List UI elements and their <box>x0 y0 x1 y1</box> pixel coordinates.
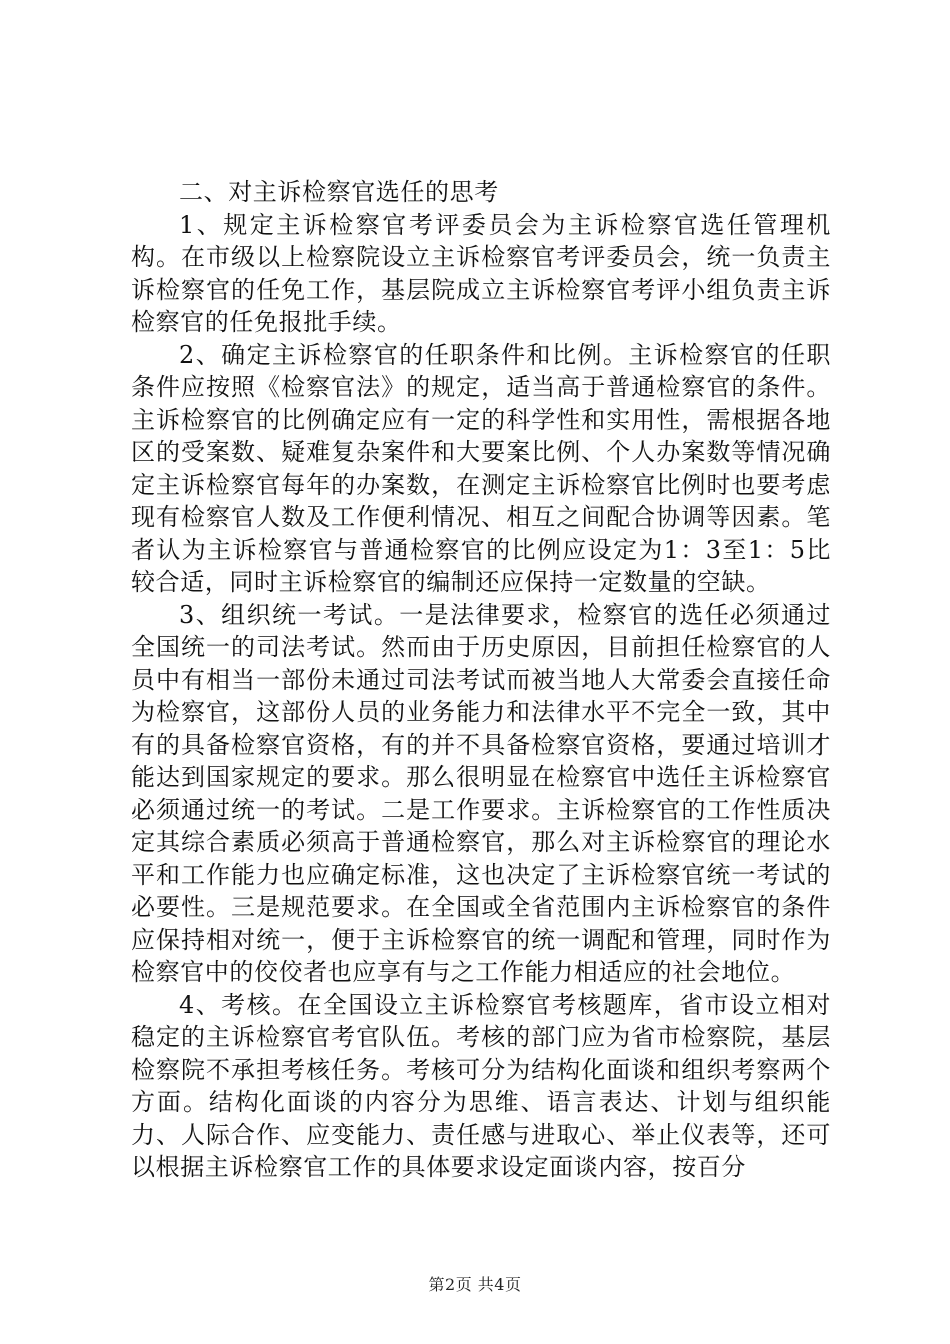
paragraph-4: 4、考核。在全国设立主诉检察官考核题库，省市设立相对稳定的主诉检察官考官队伍。考核的部门应为省市检察院，基层检察院不承担考核任务。考核可分为结构化面谈和组织考察两个方面。结构化面谈的内容分为思维、语言表达、计划与组织能力、人际合作、应变能力、责任感与进取心、举止仪表等，还可以根据主诉检察官工作的具体要求设定面谈内容，按百分 <box>131 990 831 1181</box>
paragraph-1: 1、规定主诉检察官考评委员会为主诉检察官选任管理机构。在市级以上检察院设立主诉检察官考评委员会，统一负责主诉检察官的任免工作，基层院成立主诉检察官考评小组负责主诉检察官的任免报批手续。 <box>131 210 831 336</box>
paragraph-2: 2、确定主诉检察官的任职条件和比例。主诉检察官的任职条件应按照《检察官法》的规定，适当高于普通检察官的条件。主诉检察官的比例确定应有一定的科学性和实用性，需根据各地区的受案数、疑难复杂案件和大要案比例、个人办案数等情况确定主诉检察官每年的办案数，在测定主诉检察官比例时也要考虑现有检察官人数及工作便利情况、相互之间配合协调等因素。笔者认为主诉检察官与普通检察官的比例应设定为1：3至1：5比较合适，同时主诉检察官的编制还应保持一定数量的空缺。 <box>131 340 831 596</box>
page-indicator: 第2页 共4页 <box>428 1275 522 1294</box>
document-body <box>131 176 831 1184</box>
section-heading: 二、对主诉检察官选任的思考 <box>179 178 499 206</box>
paragraph-3: 3、组织统一考试。一是法律要求，检察官的选任必须通过全国统一的司法考试。然而由于历史原因，目前担任检察官的人员中有相当一部份未通过司法考试而被当地人大常委会直接任命为检察官，这部份人员的业务能力和法律水平不完全一致，其中有的具备检察官资格，有的并不具备检察官资格，要通过培训才能达到国家规定的要求。那么很明显在检察官中选任主诉检察官必须通过统一的考试。二是工作要求。主诉检察官的工作性质决定其综合素质必须高于普通检察官，那么对主诉检察官的理论水平和工作能力也应确定标准，这也决定了主诉检察官统一考试的必要性。三是规范要求。在全国或全省范围内主诉检察官的条件应保持相对统一，便于主诉检察官的统一调配和管理，同时作为检察官中的佼佼者也应享有与之工作能力相适应的社会地位。 <box>131 600 831 986</box>
page-footer <box>0 1272 950 1295</box>
